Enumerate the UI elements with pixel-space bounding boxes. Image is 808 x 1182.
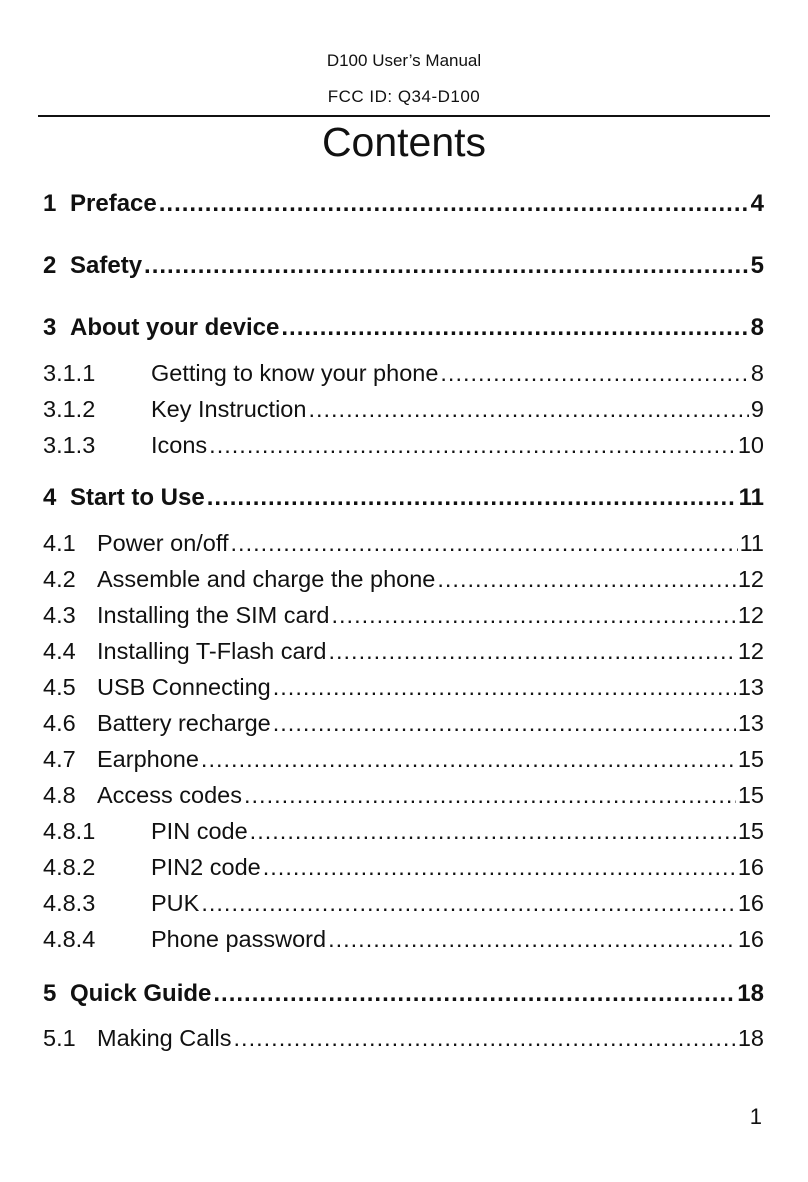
- page-number: 1: [749, 1104, 762, 1129]
- document-header-title: D100 User’s Manual: [326, 51, 482, 70]
- toc-dot-leader: [326, 926, 736, 953]
- toc-section-title: Icons: [151, 432, 208, 458]
- toc-section-title: Earphone: [97, 746, 199, 772]
- toc-entry[interactable]: [43, 710, 764, 737]
- toc-section-number: 3: [43, 314, 57, 341]
- toc-section-number: 4.8.1: [43, 818, 96, 844]
- toc-section-number: 4.6: [43, 710, 76, 736]
- toc-dot-leader: [232, 1025, 736, 1052]
- toc-page-number: 12: [737, 602, 764, 628]
- toc-entry[interactable]: [43, 484, 764, 512]
- toc-entry[interactable]: [43, 854, 764, 881]
- toc-entry[interactable]: [43, 314, 764, 342]
- toc-dot-leader: [157, 190, 749, 218]
- toc-dot-leader: [261, 854, 736, 881]
- toc-page-number: 13: [737, 710, 764, 736]
- toc-section-title: Installing T-Flash card: [97, 638, 327, 664]
- toc-section-title: Power on/off: [97, 530, 229, 556]
- toc-page-number: 18: [737, 980, 764, 1007]
- toc-section-number: 4.8.3: [43, 890, 96, 916]
- toc-dot-leader: [271, 674, 736, 701]
- toc-section-title: Phone password: [151, 926, 327, 952]
- toc-section-number: 4.8.2: [43, 854, 96, 880]
- toc-dot-leader: [438, 360, 749, 387]
- toc-entry[interactable]: [43, 432, 764, 459]
- toc-section-number: 4.8: [43, 782, 76, 808]
- toc-section-number: 3.1.2: [43, 396, 96, 422]
- toc-section-number: 4.1: [43, 530, 76, 556]
- toc-entry[interactable]: [43, 396, 764, 423]
- toc-section-title: Preface: [70, 190, 157, 217]
- toc-section-title: Quick Guide: [70, 980, 212, 1007]
- toc-page-number: 15: [737, 746, 764, 772]
- toc-entry[interactable]: [43, 674, 764, 701]
- toc-section-number: 4.8.4: [43, 926, 96, 952]
- toc-page-number: 12: [737, 638, 764, 664]
- toc-dot-leader: [229, 530, 738, 557]
- toc-dot-leader: [330, 602, 736, 629]
- table-of-contents: [43, 0, 764, 1182]
- toc-entry[interactable]: [43, 926, 764, 953]
- toc-dot-leader: [199, 890, 736, 917]
- toc-dot-leader: [199, 746, 736, 773]
- toc-section-title: Assemble and charge the phone: [97, 566, 436, 592]
- toc-section-number: 5: [43, 980, 57, 1007]
- toc-dot-leader: [279, 314, 748, 342]
- toc-page-number: 8: [750, 360, 764, 386]
- toc-page-number: 10: [737, 432, 764, 458]
- toc-section-number: 2: [43, 252, 57, 279]
- toc-section-title: PIN code: [151, 818, 248, 844]
- toc-section-title: Getting to know your phone: [151, 360, 439, 386]
- toc-entry[interactable]: [43, 890, 764, 917]
- toc-entry[interactable]: [43, 746, 764, 773]
- toc-section-number: 4.2: [43, 566, 76, 592]
- toc-section-number: 3.1.1: [43, 360, 96, 386]
- toc-entry[interactable]: [43, 638, 764, 665]
- toc-section-title: USB Connecting: [97, 674, 271, 700]
- toc-entry[interactable]: [43, 190, 764, 218]
- toc-page-number: 16: [737, 890, 764, 916]
- toc-entry[interactable]: [43, 782, 764, 809]
- toc-entry[interactable]: [43, 602, 764, 629]
- toc-section-title: About your device: [70, 314, 280, 341]
- toc-dot-leader: [435, 566, 735, 593]
- toc-page-number: 11: [739, 530, 764, 556]
- toc-dot-leader: [242, 782, 736, 809]
- toc-page-number: 15: [737, 818, 764, 844]
- toc-section-title: Making Calls: [97, 1025, 232, 1051]
- toc-entry[interactable]: [43, 566, 764, 593]
- toc-section-title: PUK: [151, 890, 200, 916]
- toc-page-number: 16: [737, 926, 764, 952]
- toc-section-number: 5.1: [43, 1025, 76, 1051]
- toc-entry[interactable]: [43, 360, 764, 387]
- toc-section-number: 4.5: [43, 674, 76, 700]
- toc-section-number: 4.7: [43, 746, 76, 772]
- toc-dot-leader: [205, 484, 737, 512]
- toc-section-number: 4.3: [43, 602, 76, 628]
- toc-section-number: 4: [43, 484, 57, 511]
- toc-entry[interactable]: [43, 530, 764, 557]
- toc-section-title: PIN2 code: [151, 854, 261, 880]
- toc-page-number: 13: [737, 674, 764, 700]
- toc-section-title: Installing the SIM card: [97, 602, 330, 628]
- toc-page-number: 5: [750, 252, 764, 279]
- toc-entry[interactable]: [43, 252, 764, 280]
- toc-section-number: 1: [43, 190, 57, 217]
- page-title: Contents: [321, 119, 487, 165]
- toc-page-number: 12: [737, 566, 764, 592]
- toc-section-title: Access codes: [97, 782, 242, 808]
- toc-entry[interactable]: [43, 1025, 764, 1052]
- toc-page-number: 4: [750, 190, 764, 217]
- toc-page-number: 11: [738, 484, 764, 511]
- toc-dot-leader: [271, 710, 736, 737]
- toc-page-number: 9: [750, 396, 764, 422]
- toc-dot-leader: [207, 432, 736, 459]
- toc-section-number: 4.4: [43, 638, 76, 664]
- toc-dot-leader: [142, 252, 749, 280]
- toc-dot-leader: [326, 638, 735, 665]
- toc-section-title: Start to Use: [70, 484, 205, 511]
- toc-page-number: 8: [750, 314, 764, 341]
- toc-section-title: Key Instruction: [151, 396, 307, 422]
- toc-section-title: Battery recharge: [97, 710, 271, 736]
- toc-section-number: 3.1.3: [43, 432, 96, 458]
- toc-dot-leader: [248, 818, 736, 845]
- toc-section-title: Safety: [70, 252, 143, 279]
- toc-dot-leader: [306, 396, 748, 423]
- toc-page-number: 18: [737, 1025, 764, 1051]
- document-header-fcc-id: FCC ID: Q34-D100: [327, 87, 481, 106]
- toc-dot-leader: [211, 980, 735, 1008]
- toc-page-number: 15: [737, 782, 764, 808]
- toc-entry[interactable]: [43, 980, 764, 1008]
- toc-entry[interactable]: [43, 818, 764, 845]
- toc-page-number: 16: [737, 854, 764, 880]
